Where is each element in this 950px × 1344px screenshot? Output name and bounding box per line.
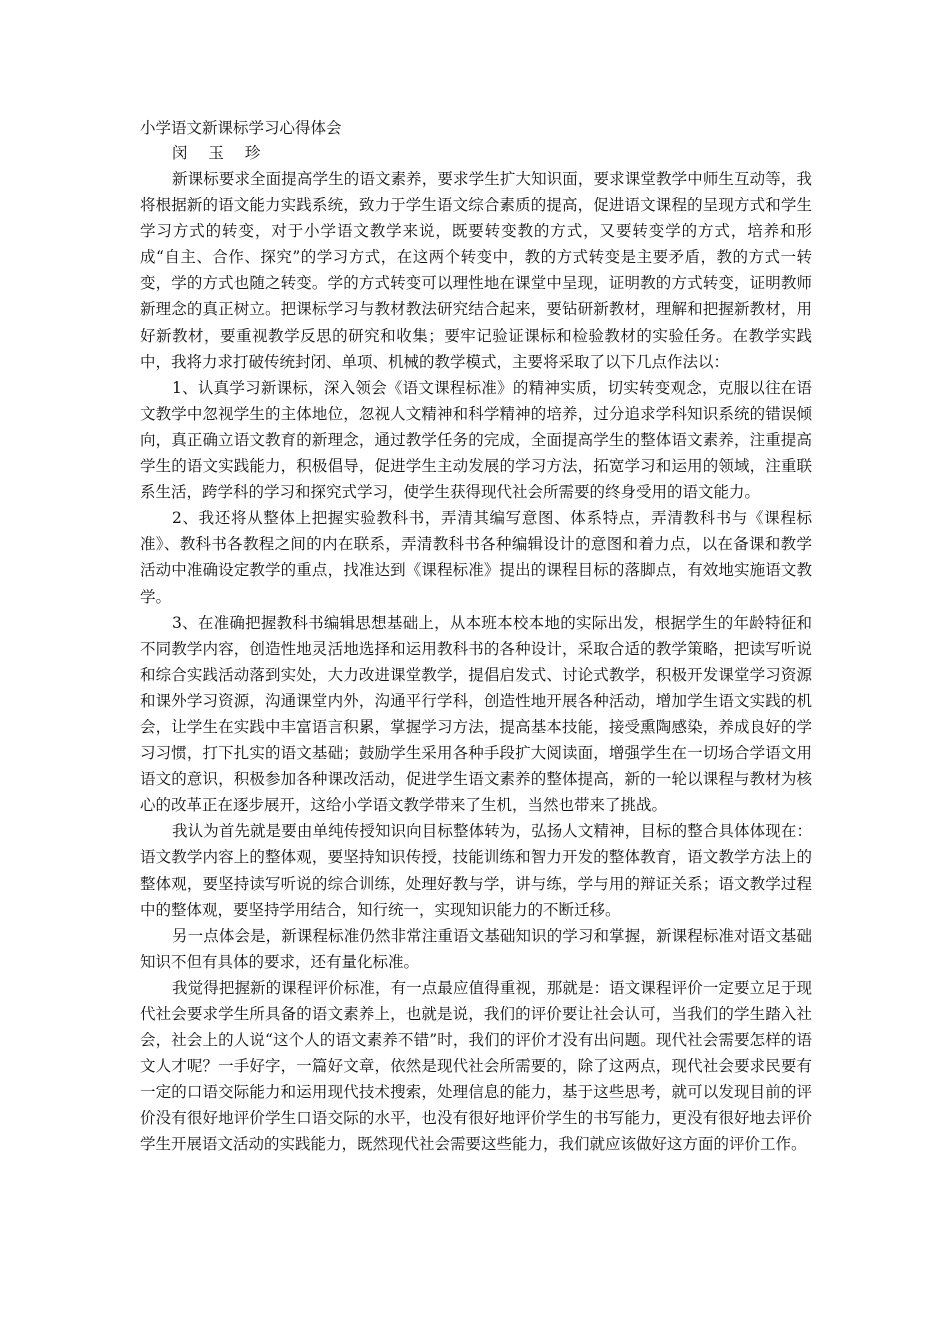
document-page	[140, 116, 812, 1158]
paragraph-point-3: 3、在准确把握教科书编辑思想基础上，从本班本校本地的实际出发，根据学生的年龄特征和不同教学内容，创造性地灵活地选择和运用教科书的各种设计，采取合适的教学策略，把读写听说和综合实践活动落到实处，大力改进课堂教学，提倡启发式、讨论式教学，积极开发课堂学习资源和课外学习资源，沟通课堂内外，沟通平行学科，创造性地开展各种活动，增加学生语文实践的机会，让学生在实践中丰富语言积累，掌握学习方法，提高基本技能，接受熏陶感染，养成良好的学习习惯，打下扎实的语文基础；鼓励学生采用各种手段扩大阅读面，增强学生在一切场合学语文用语文的意识，积极参加各种课改活动，促进学生语文素养的整体提高，新的一轮以课程与教材为核心的改革正在逐步展开，这给小学语文教学带来了生机，当然也带来了挑战。	[140, 613, 812, 815]
paragraph-intro: 新课标要求全面提高学生的语文素养，要求学生扩大知识面，要求课堂教学中师生互动等，我将根据新的语文能力实践系统，致力于学生语文综合素质的提高，促进语文课程的呈现方式和学生学习方式的转变，对于小学语文教学来说，既要转变教的方式，又要转变学的方式，培养和形成“自主、合作、探究”的学习方式，在这两个转变中，教的方式转变是主要矛盾，教的方式一转变，学的方式也随之转变。学的方式转变可以理性地在课堂中呈现，证明教的方式转变，证明教师新理念的真正树立。把课标学习与教材教法研究结合起来，要钻研新教材，理解和把握新教材，用好新教材，要重视教学反思的研究和收集；要牢记验证课标和检验教材的实验任务。在教学实践中，我将力求打破传统封闭、单项、机械的教学模式，主要将采取了以下几点作法以：	[140, 170, 812, 371]
paragraph-point-1: 1、认真学习新课标，深入领会《语文课程标准》的精神实质，切实转变观念，克服以往在语文教学中忽视学生的主体地位，忽视人文精神和科学精神的培养，过分追求学科知识系统的错误倾向，真正确立语文教育的新理念，通过教学任务的完成，全面提高学生的整体语文素养，注重提高学生的语文实践能力，积极倡导，促进学生主动发展的学习方法，拓宽学习和运用的领域，注重联系生活，跨学科的学习和探究式学习，使学生获得现代社会所需要的终身受用的语文能力。	[140, 378, 812, 502]
paragraph-reflection-1: 我认为首先就是要由单纯传授知识向目标整体转为，弘扬人文精神，目标的整合具体体现在：语文教学内容上的整体观，要坚持知识传授，技能训练和智力开发的整体教育，语文教学方法上的整体观，要坚持读写听说的综合训练，处理好教与学，讲与练，学与用的辩证关系；语文教学过程中的整体观，要坚持学用结合，知行统一，实现知识能力的不断迁移。	[140, 822, 812, 919]
paragraph-reflection-2: 另一点体会是，新课程标准仍然非常注重语文基础知识的学习和掌握，新课程标准对语文基础知识不但有具体的要求，还有量化标准。	[140, 926, 812, 971]
document-title: 小学语文新课标学习心得体会	[140, 119, 342, 137]
paragraph-reflection-3: 我觉得把握新的课程评价标准，有一点最应值得重视，那就是：语文课程评价一定要立足于现代社会要求学生所具备的语文素养上，也就是说，我们的评价要让社会认可，当我们的学生踏入社会，社会上的人说“这个人的语文素养不错”时，我们的评价才没有出问题。现代社会需要怎样的语文人才呢？一手好字，一篇好文章，依然是现代社会所需要的，除了这两点，现代社会要求民要有一定的口语交际能力和运用现代技术搜索，处理信息的能力，基于这些思考，就可以发现目前的评价没有很好地评价学生口语交际的水平，也没有很好地评价学生的书写能力，更没有很好地去评价学生开展语文活动的实践能力，既然现代社会需要这些能力，我们就应该做好这方面的评价工作。	[140, 978, 812, 1154]
paragraph-point-2: 2、我还将从整体上把握实验教科书，弄清其编写意图、体系特点，弄清教科书与《课程标准》、教科书各教程之间的内在联系，弄清教科书各种编辑设计的意图和着力点，以在备课和教学活动中准确设定教学的重点，找准达到《课程标准》提出的课程目标的落脚点，有效地实施语文教学。	[140, 509, 812, 606]
document-author: 闵 玉 珍	[172, 144, 269, 162]
